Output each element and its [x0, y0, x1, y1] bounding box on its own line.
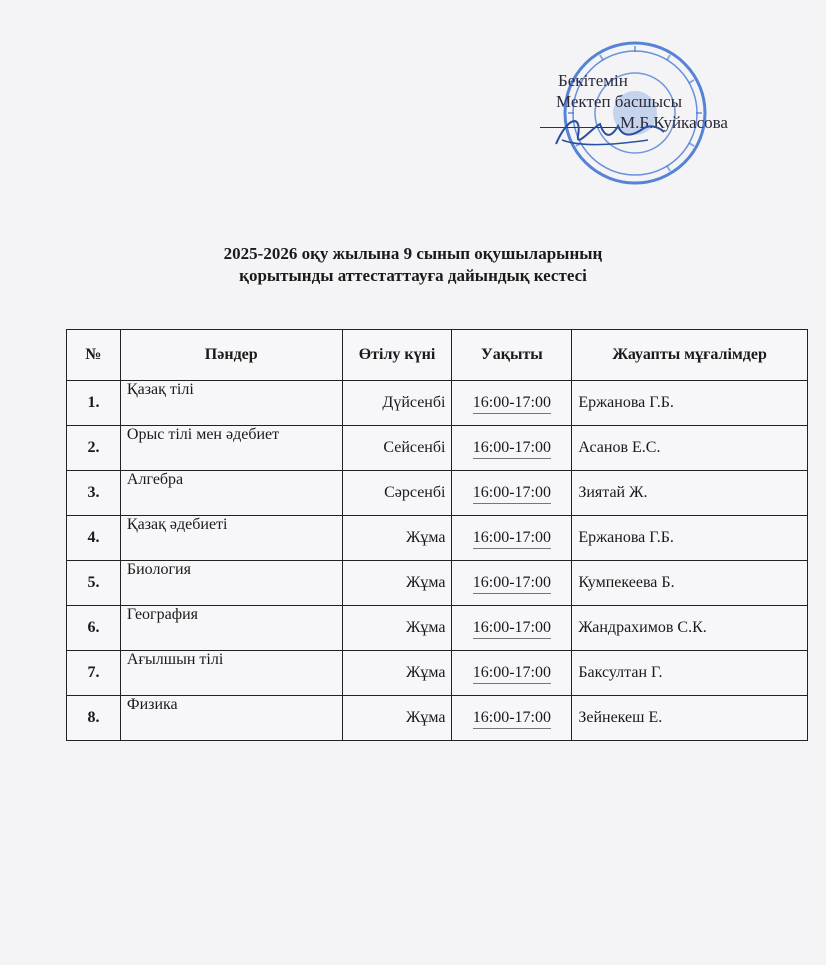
- row-time: 16:00-17:00: [473, 484, 551, 504]
- signature-icon: [548, 106, 668, 156]
- row-number: 8.: [67, 696, 121, 741]
- row-day: Жұма: [342, 561, 452, 606]
- approval-block: [520, 38, 800, 198]
- document-title: [0, 243, 826, 287]
- approver-position: Мектеп басшысы: [556, 92, 683, 111]
- row-number: 2.: [67, 426, 121, 471]
- row-teacher: Ержанова Г.Б.: [572, 516, 808, 561]
- row-subject: Орыс тілі мен әдебиет: [120, 426, 342, 471]
- row-number: 6.: [67, 606, 121, 651]
- table-row: [67, 426, 808, 471]
- row-subject: Физика: [120, 696, 342, 741]
- title-line-2: қорытынды аттестаттауға дайындық кестесі: [239, 266, 587, 285]
- row-teacher: Жандрахимов С.К.: [572, 606, 808, 651]
- row-day: Жұма: [342, 651, 452, 696]
- row-time: 16:00-17:00: [473, 439, 551, 459]
- row-teacher: Ержанова Г.Б.: [572, 381, 808, 426]
- row-subject: Биология: [120, 561, 342, 606]
- table-row: [67, 696, 808, 741]
- row-subject: Ағылшын тілі: [120, 651, 342, 696]
- row-subject: Қазақ тілі: [120, 381, 342, 426]
- row-day: Сәрсенбі: [342, 471, 452, 516]
- row-number: 5.: [67, 561, 121, 606]
- row-day: Дүйсенбі: [342, 381, 452, 426]
- row-day: Жұма: [342, 696, 452, 741]
- row-time: 16:00-17:00: [473, 709, 551, 729]
- row-teacher: Асанов Е.С.: [572, 426, 808, 471]
- row-day: Жұма: [342, 516, 452, 561]
- table-row: [67, 606, 808, 651]
- row-subject: Қазақ әдебиеті: [120, 516, 342, 561]
- row-teacher: Зиятай Ж.: [572, 471, 808, 516]
- row-number: 4.: [67, 516, 121, 561]
- row-teacher: Баксултан Г.: [572, 651, 808, 696]
- title-line-1: 2025-2026 оқу жылына 9 сынып оқушыларының: [223, 244, 603, 263]
- table-header-row: [67, 330, 808, 381]
- row-time: 16:00-17:00: [473, 664, 551, 684]
- table-row: [67, 471, 808, 516]
- approval-label: Бекітемін: [558, 71, 628, 90]
- row-teacher: Кумпекеева Б.: [572, 561, 808, 606]
- row-number: 3.: [67, 471, 121, 516]
- header-day: Өтілу күні: [342, 330, 452, 381]
- header-number: №: [67, 330, 121, 381]
- header-time: Уақыты: [452, 330, 572, 381]
- row-time: 16:00-17:00: [473, 394, 551, 414]
- row-teacher: Зейнекеш Е.: [572, 696, 808, 741]
- approver-name: М.Б.Куйкасова: [620, 113, 728, 132]
- row-subject: Алгебра: [120, 471, 342, 516]
- row-subject: География: [120, 606, 342, 651]
- row-number: 7.: [67, 651, 121, 696]
- row-time: 16:00-17:00: [473, 619, 551, 639]
- table-row: [67, 561, 808, 606]
- table-row: [67, 651, 808, 696]
- row-day: Сейсенбі: [342, 426, 452, 471]
- table-row: [67, 381, 808, 426]
- table-row: [67, 516, 808, 561]
- schedule-table: [66, 329, 808, 741]
- header-teacher: Жауапты мұғалімдер: [572, 330, 808, 381]
- row-time: 16:00-17:00: [473, 529, 551, 549]
- header-subject: Пәндер: [120, 330, 342, 381]
- row-number: 1.: [67, 381, 121, 426]
- row-day: Жұма: [342, 606, 452, 651]
- row-time: 16:00-17:00: [473, 574, 551, 594]
